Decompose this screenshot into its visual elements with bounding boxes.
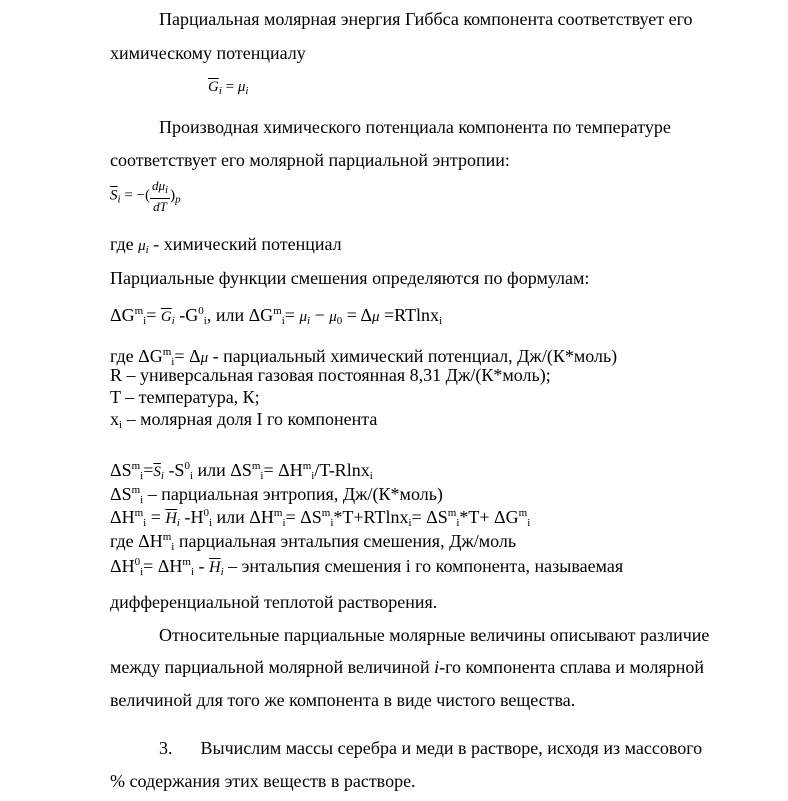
paragraph-2-line-2: соответствует его молярной парциальной энтропии: — [110, 150, 510, 170]
list-number: 3. — [159, 738, 173, 758]
paragraph-5-line-1: 3. Вычислим массы серебра и меди в растворе, исходя из массового — [159, 738, 703, 758]
definition-t: T – температура, К; — [110, 387, 260, 407]
paragraph-5-line-2: % содержания этих веществ в растворе. — [110, 771, 416, 791]
definition-delta-g: где $\Delta G^m_i= \Delta\mu$ - парциальный химический потенциал, Дж/(К*моль) — [110, 346, 618, 368]
formula-entropy-derivative: $\overline{S}_i$ = −( $\frac{d\mu_i}{dT}$ )$_p$ — [110, 178, 181, 214]
paragraph-4-line-1: Относительные парциальные молярные величины описывают различие — [159, 625, 710, 645]
paragraph-2-line-1: Производная химического потенциала компонента по температуре — [159, 117, 671, 137]
definition-delta-s: $\Delta S^m_i$ – парциальная энтропия, Дж/(К*моль) — [110, 484, 443, 506]
paragraph-line-differential-heat: дифференциальной теплотой растворения. — [110, 592, 438, 612]
formula-delta-h0: $\Delta H^0_i= \Delta H^m_i - \overline{H}_i$ – энтальпия смешения i го компонента, называемая — [110, 556, 624, 578]
formula-delta-g: $\Delta G^m_i= \overline{G}_i$ $-G^0_i$, или $\Delta G^m_i= \mu_i - \mu_0 = \Delta\mu =RTlnx_i$ — [110, 305, 443, 327]
definition-delta-h: где $\Delta H^m_i$ парциальная энтальпия смешения, Дж/моль — [110, 531, 517, 553]
where-mu-line: где $\mu_i$ - химический потенциал — [110, 234, 342, 256]
formula-delta-s: $\Delta S^m_i=\overline{S}_i$ $-S^0_i$ или $\Delta S^m_i= \Delta H^m_i/T-Rlnx_i$ — [110, 460, 373, 482]
paragraph-3: Парциальные функции смешения определяются по формулам: — [110, 268, 590, 288]
definition-r: R – универсальная газовая постоянная 8,31 Дж/(К*моль); — [110, 365, 551, 385]
definition-x: $x_i$ – молярная доля I го компонента — [110, 409, 378, 431]
paragraph-1-line-1: Парциальная молярная энергия Гиббса компонента соответствует его — [159, 9, 693, 29]
paragraph-4-line-3: величиной для того же компонента в виде чистого вещества. — [110, 690, 576, 710]
formula-gibbs-mu: $\overline{G}_i = \mu_i$ — [208, 79, 249, 97]
formula-delta-h: $\Delta H^m_i = \overline{H}_i$ $-H^0_i$ или $\Delta H^m_i= \Delta S^m_i*T+RTlnx_i= \Delta S^m_i*T+ \Delta G^m_i$ — [110, 507, 531, 529]
paragraph-4-line-2: между парциальной молярной величиной i-го компонента сплава и молярной — [110, 657, 705, 677]
paragraph-1-line-2: химическому потенциалу — [110, 43, 306, 63]
